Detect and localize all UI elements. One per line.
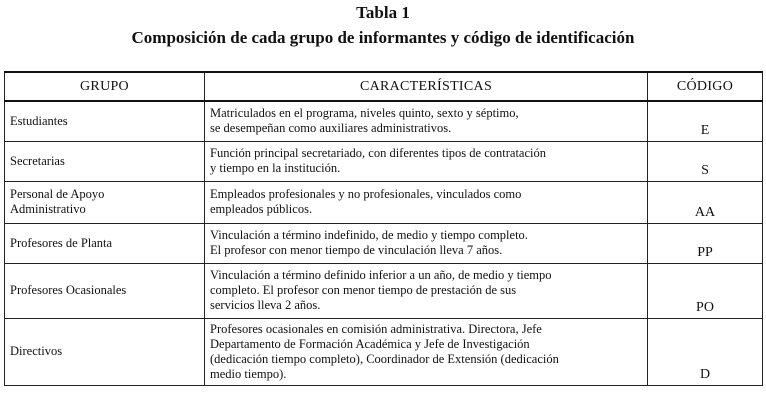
characteristics-text: empleados públicos. xyxy=(210,202,313,216)
group-cell xyxy=(5,263,205,318)
group-cell xyxy=(5,181,205,223)
characteristics-text: Función principal secretariado, con diferentes tipos de contratación xyxy=(210,146,546,160)
characteristics-text: servicios lleva 2 años. xyxy=(210,298,321,312)
code-cell: D xyxy=(648,318,763,385)
code-cell: AA xyxy=(648,181,763,223)
group-cell xyxy=(5,223,205,263)
characteristics-cell xyxy=(205,318,648,385)
characteristics-text: Profesores ocasionales en comisión administrativa. Directora, Jefe xyxy=(210,321,542,336)
table-subtitle: Composición de cada grupo de informantes y código de identificación xyxy=(131,28,635,47)
table-row xyxy=(5,101,763,141)
group-cell xyxy=(5,141,205,181)
table-row xyxy=(5,141,763,181)
code-cell: PP xyxy=(648,223,763,263)
characteristics-cell xyxy=(205,101,648,141)
code-cell: S xyxy=(648,141,763,181)
table-row xyxy=(5,181,763,223)
table-title: Tabla 1 xyxy=(356,3,410,22)
characteristics-text: completo. El profesor con menor tiempo de prestación de sus xyxy=(210,283,517,297)
header-characteristics: CARACTERÍSTICAS xyxy=(205,72,648,101)
characteristics-cell xyxy=(205,223,648,263)
characteristics-cell xyxy=(205,141,648,181)
table-row xyxy=(5,223,763,263)
informants-table xyxy=(4,71,763,386)
group-text: Profesores Ocasionales xyxy=(10,283,127,297)
group-cell xyxy=(5,318,205,385)
group-text: Estudiantes xyxy=(10,113,68,128)
table-row xyxy=(5,263,763,318)
characteristics-cell xyxy=(205,181,648,223)
characteristics-text: y tiempo en la institución. xyxy=(210,161,341,175)
header-code: CÓDIGO xyxy=(648,72,763,101)
group-cell xyxy=(5,101,205,141)
characteristics-text: Vinculación a término indefinido, de medio y tiempo completo. xyxy=(210,228,528,242)
group-text: Secretarias xyxy=(10,153,65,168)
header-group: GRUPO xyxy=(5,72,205,101)
characteristics-cell xyxy=(205,263,648,318)
characteristics-text: se desempeñan como auxiliares administrativos. xyxy=(210,121,452,136)
characteristics-text: medio tiempo). xyxy=(210,366,287,381)
header-row xyxy=(5,72,763,101)
code-cell: PO xyxy=(648,263,763,318)
characteristics-text: (dedicación tiempo completo), Coordinador de Extensión (dedicación xyxy=(210,351,559,366)
group-text: Administrativo xyxy=(10,202,86,216)
group-text: Profesores de Planta xyxy=(10,235,113,250)
characteristics-text: Vinculación a término definido inferior a un año, de medio y tiempo xyxy=(210,268,552,282)
code-cell: E xyxy=(648,101,763,141)
characteristics-text: El profesor con menor tiempo de vinculación lleva 7 años. xyxy=(210,243,503,257)
characteristics-text: Empleados profesionales y no profesionales, vinculados como xyxy=(210,187,522,201)
characteristics-text: Matriculados en el programa, niveles quinto, sexto y séptimo, xyxy=(210,106,519,121)
group-text: Personal de Apoyo xyxy=(10,187,105,201)
table-row xyxy=(5,318,763,385)
characteristics-text: Departamento de Formación Académica y Jefe de Investigación xyxy=(210,336,530,351)
group-text: Directivos xyxy=(10,344,63,358)
